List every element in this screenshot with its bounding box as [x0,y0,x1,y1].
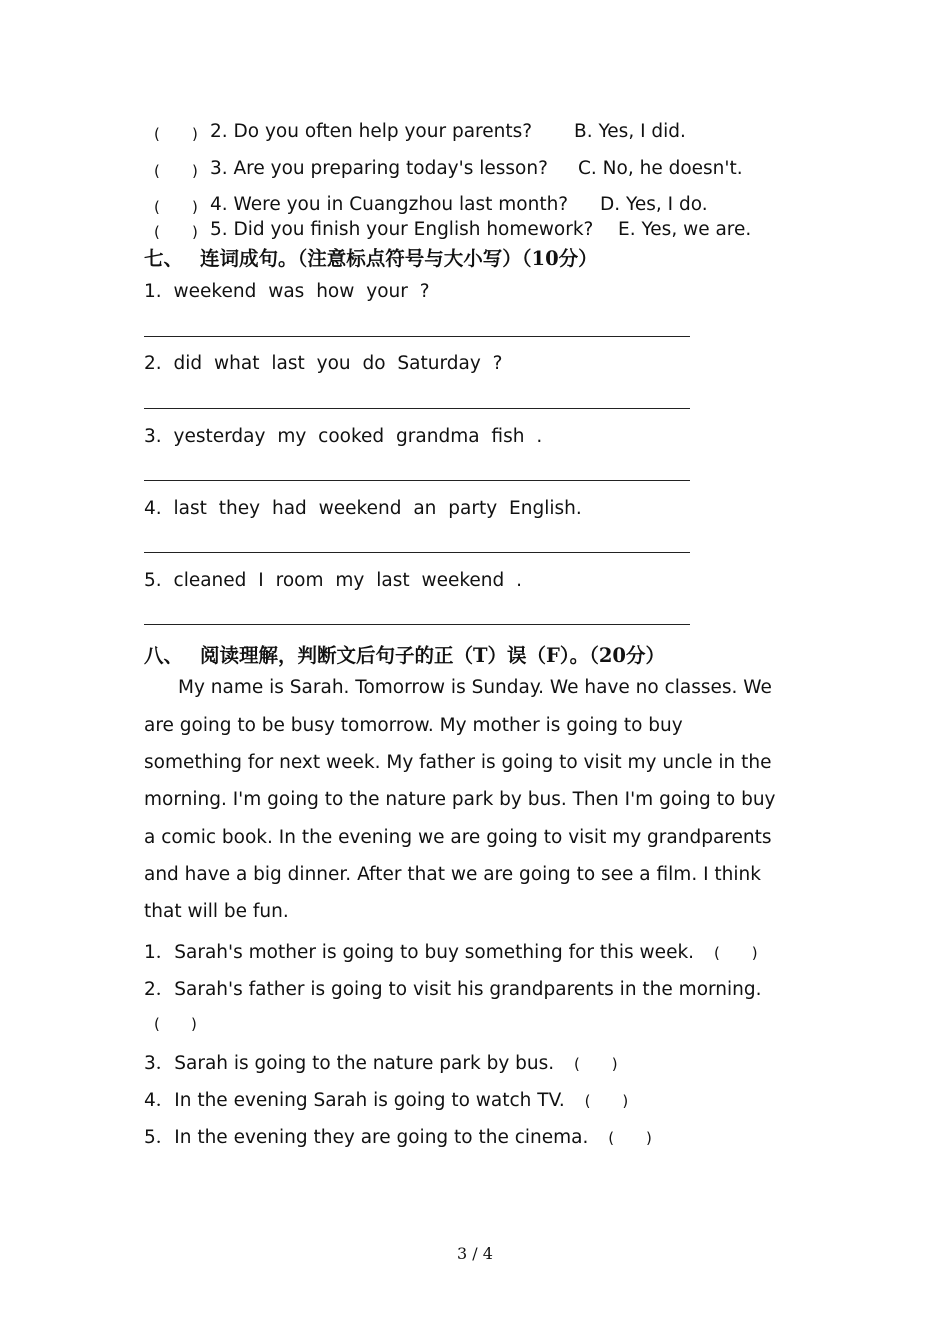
reorder-sentence: 4. last they had weekend an party English. [144,498,582,519]
section-7-title: 连词成句。（注意标点符号与大小写）（10分） [200,247,598,270]
answer-paren-open: ( [574,1055,580,1073]
reorder-sentence: 2. did what last you do Saturday ? [144,353,503,374]
answer-paren-open: ( [154,125,160,143]
matching-answer: E. Yes, we are. [618,219,752,240]
passage-line: and have a big dinner. After that we are going to see a film. I think [144,864,761,885]
passage-line: that will be fun. [144,901,289,922]
reorder-sentence: 1. weekend was how your ? [144,281,430,302]
passage-line: My name is Sarah. Tomorrow is Sunday. We have no classes. We [178,677,772,698]
reorder-sentence: 5. cleaned I room my last weekend . [144,570,523,591]
answer-paren-close: ) [192,223,198,241]
answer-paren-open: ( [154,162,160,180]
answer-paren-open: ( [584,1092,591,1110]
answer-paren-open: ( [154,1015,160,1033]
true-false-statement: 2．Sarah's father is going to visit his grandparents in the morning. [144,979,762,1000]
answer-paren-close: ) [611,1055,618,1073]
matching-question: 5. Did you finish your English homework? [210,219,594,240]
answer-paren-close: ) [192,125,198,143]
matching-row [144,219,864,245]
matching-question: 4. Were you in Cuangzhou last month? [210,194,569,215]
true-false-statement [144,938,758,964]
true-false-statement [144,1086,628,1112]
passage-line: a comic book. In the evening we are going to visit my grandparents [144,827,772,848]
statement-text: 5．In the evening they are going to the cinema. [144,1127,589,1148]
matching-question: 3. Are you preparing today's lesson? [210,158,548,179]
matching-answer: D. Yes, I do. [600,194,708,215]
answer-line[interactable] [144,624,690,625]
matching-answer: B. Yes, I did. [574,121,686,142]
true-false-statement [144,1049,618,1075]
section-8-title: 阅读理解，判断文后句子的正（T）误（F）。（20分） [200,644,665,667]
answer-paren-open: ( [608,1129,615,1147]
passage-line: morning. I'm going to the nature park by bus. Then I'm going to buy [144,789,776,810]
answer-line[interactable] [144,408,690,409]
statement-text: 4．In the evening Sarah is going to watch TV. [144,1090,565,1111]
answer-paren-close: ) [751,944,758,962]
answer-line[interactable] [144,552,690,553]
matching-row [144,194,844,220]
reorder-sentence: 3. yesterday my cooked grandma fish . [144,426,543,447]
passage-line: are going to be busy tomorrow. My mother is going to buy [144,715,683,736]
answer-paren-open: ( [713,944,720,962]
reading-passage [144,677,806,937]
statement-text: 3．Sarah is going to the nature park by bus. [144,1053,555,1074]
passage-line: something for next week. My father is going to visit my uncle in the [144,752,772,773]
section-7-number: 七、 [144,247,184,270]
matching-answer: C. No, he doesn't. [578,158,743,179]
matching-question: 2. Do you often help your parents? [210,121,533,142]
matching-row [144,121,844,147]
true-false-statement [144,1123,652,1149]
answer-paren-open: ( [154,198,160,216]
section-7-heading [144,243,598,271]
answer-paren-open: ( [154,223,160,241]
matching-row [144,158,844,184]
answer-paren-close: ) [646,1129,652,1147]
answer-paren-close: ) [622,1092,629,1110]
answer-blank[interactable] [154,1014,214,1033]
answer-paren-close: ) [190,1015,197,1033]
answer-line[interactable] [144,336,690,337]
answer-paren-close: ) [192,162,198,180]
answer-paren-close: ) [192,198,198,216]
statement-text: 1．Sarah's mother is going to buy something for this week. [144,942,695,963]
page-number: 3 / 4 [457,1244,493,1263]
section-8-heading [144,640,665,668]
section-8-number: 八、 [144,644,184,667]
answer-line[interactable] [144,480,690,481]
